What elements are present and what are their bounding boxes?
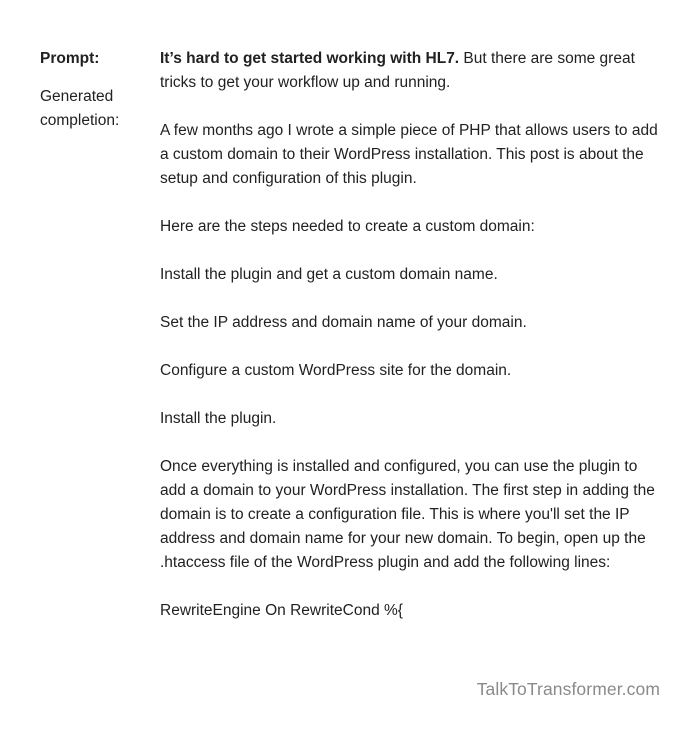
talktotransformer-watermark: TalkToTransformer.com — [476, 679, 660, 699]
completion-text — [160, 47, 665, 647]
paragraph: Install the plugin. — [160, 410, 277, 427]
paragraph: Install the plugin and get a custom domain name. — [160, 266, 498, 283]
labels-column — [40, 47, 150, 133]
paragraph: Once everything is installed and configured, you can use the plugin to add a domain to your WordPress installation. The first step in adding the domain is to create a configuration file. This is where you'll set the IP address and domain name for your new domain. To begin, open up the .htaccess file of the WordPress plugin and add the following lines: — [160, 458, 655, 571]
paragraph: Configure a custom WordPress site for the domain. — [160, 362, 512, 379]
paragraph: Set the IP address and domain name of your domain. — [160, 314, 527, 331]
paragraph: A few months ago I wrote a simple piece of PHP that allows users to add a custom domain to their WordPress installation. This post is about the setup and configuration of this plugin. — [160, 122, 658, 187]
paragraph: Here are the steps needed to create a custom domain: — [160, 218, 535, 235]
prompt-text: It’s hard to get started working with HL7. — [160, 50, 460, 67]
prompt-continuation: But there are some great tricks to get your workflow up and running. — [160, 50, 635, 91]
generated-completion-label: Generated completion: — [40, 88, 120, 129]
paragraph: RewriteEngine On RewriteCond %{ — [160, 602, 403, 619]
prompt-label: Prompt: — [40, 50, 100, 67]
prompt-paragraph — [160, 47, 665, 95]
